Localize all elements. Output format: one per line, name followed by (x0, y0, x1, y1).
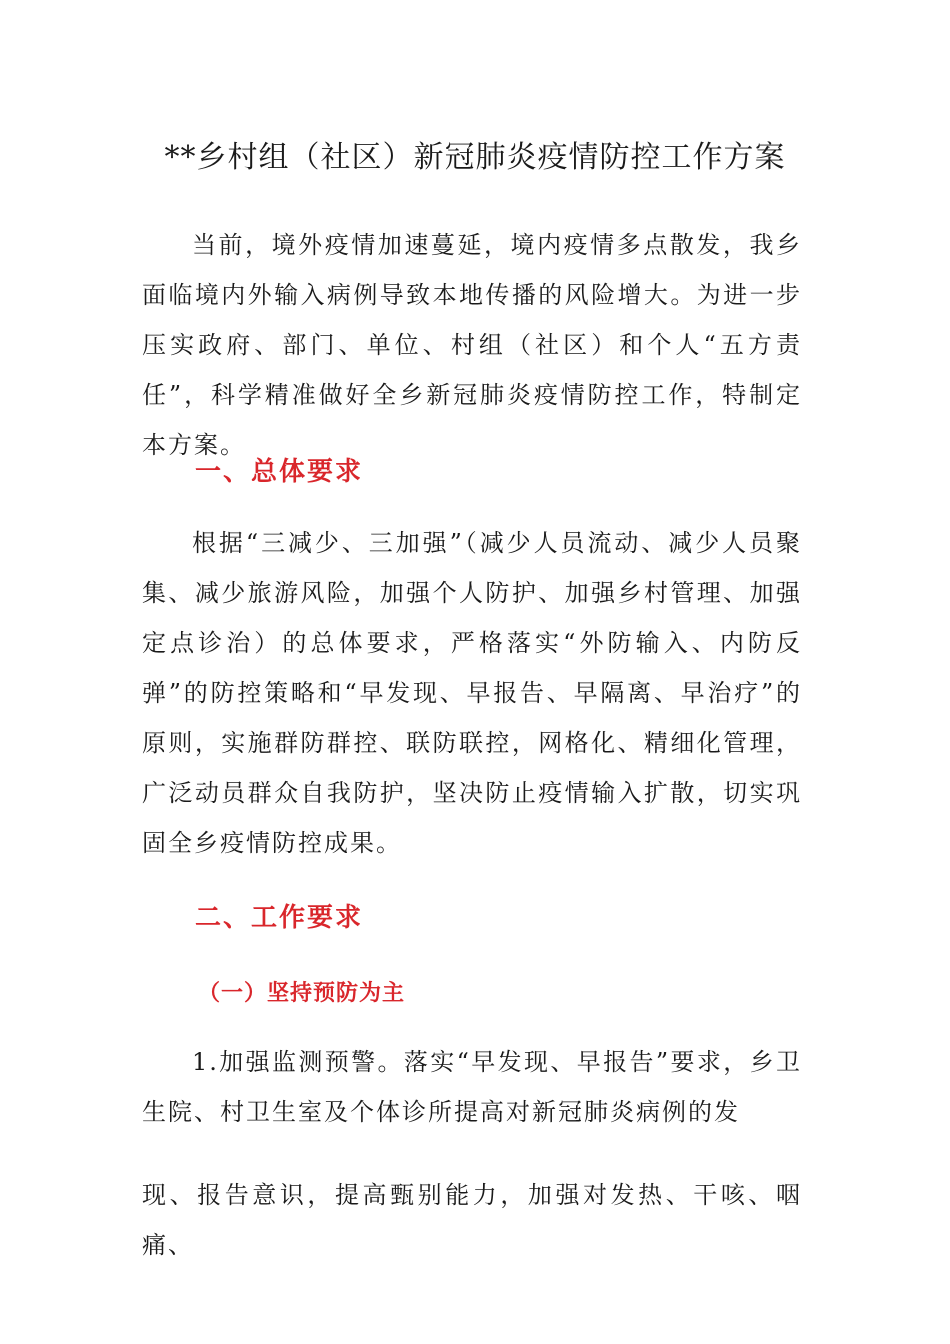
item-monitoring-warning: 1.加强监测预警。落实“早发现、早报告”要求，乡卫生院、村卫生室及个体诊所提高对新冠肺炎病例的发 (142, 1048, 802, 1126)
section-heading-work-requirements: 二、工作要求 (195, 903, 364, 933)
section-heading-general-requirements: 一、总体要求 (195, 457, 364, 487)
intro-paragraph: 当前，境外疫情加速蔓延，境内疫情多点散发，我乡面临境内外输入病例导致本地传播的风险增大。为进一步压实政府、部门、单位、村组（社区）和个人“五方责任”，科学精准做好全乡新冠肺炎疫情防控工作，特制定本方案。 (142, 231, 802, 459)
item-monitoring-warning-continued: 现、报告意识，提高甄别能力，加强对发热、干咳、咽痛、 (142, 1181, 802, 1259)
subsection-heading-prevention: （一）坚持预防为主 (198, 980, 406, 1006)
document-title: **乡村组（社区）新冠肺炎疫情防控工作方案 (164, 140, 786, 175)
general-requirements-paragraph: 根据“三减少、三加强”（减少人员流动、减少人员聚集、减少旅游风险，加强个人防护、加强乡村管理、加强定点诊治）的总体要求，严格落实“外防输入、内防反弹”的防控策略和“早发现、早报告、早隔离、早治疗”的原则，实施群防群控、联防联控，网格化、精细化管理，广泛动员群众自我防护，坚决防止疫情输入扩散，切实巩固全乡疫情防控成果。 (142, 529, 802, 857)
